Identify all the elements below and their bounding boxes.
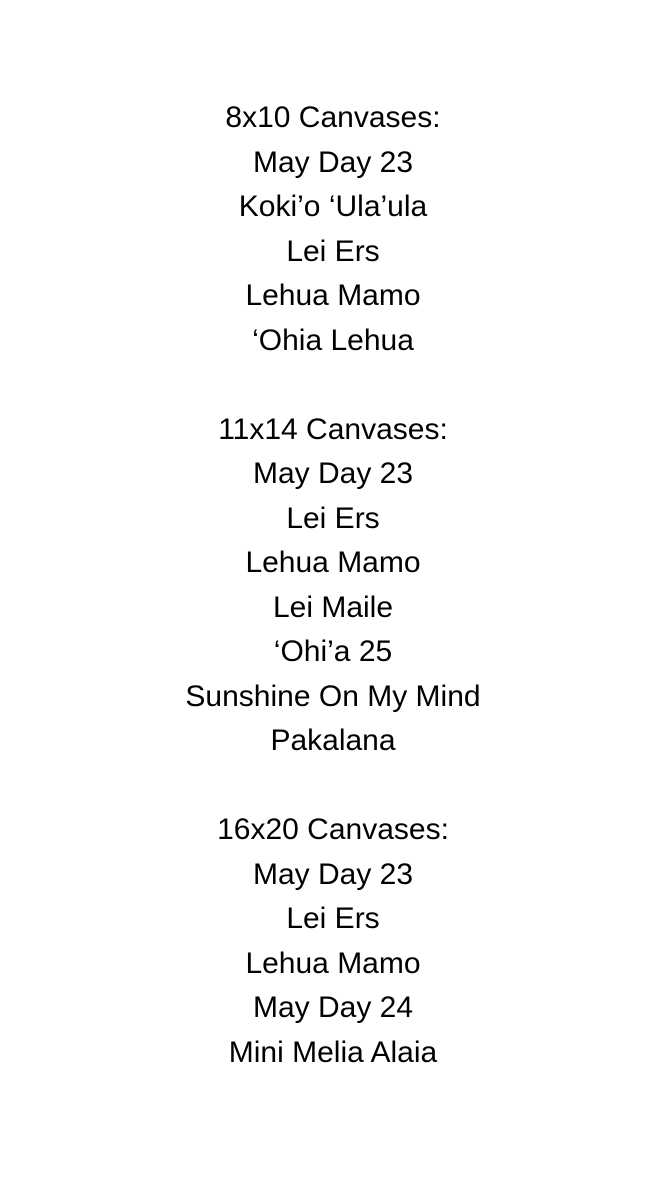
- list-item: ‘Ohi’a 25: [273, 635, 393, 668]
- section-heading: 8x10 Canvases:: [225, 101, 441, 134]
- list-item: May Day 23: [252, 145, 414, 179]
- list-item: Sunshine On My Mind: [185, 679, 481, 713]
- list-item: Koki’o ‘Ula’ula: [238, 190, 428, 223]
- list-item: Lei Ers: [286, 234, 380, 268]
- list-item: May Day 24: [252, 991, 414, 1024]
- section-spacer: [20, 363, 646, 408]
- list-item: Lehua Mamo: [245, 546, 421, 579]
- list-item: Mini Melia Alaia: [228, 1035, 438, 1069]
- list-item: Lei Ers: [286, 902, 380, 935]
- list-item: Pakalana: [270, 724, 396, 757]
- section-spacer: [20, 764, 646, 809]
- list-item: May Day 23: [252, 457, 414, 490]
- list-item: Lehua Mamo: [245, 279, 421, 312]
- section-heading: 16x20 Canvases:: [217, 813, 449, 846]
- list-item: Lei Maile: [272, 590, 394, 624]
- canvas-section-16x20: [20, 808, 646, 1075]
- list-item: Lehua Mamo: [245, 946, 421, 980]
- canvas-section-8x10: [20, 96, 646, 363]
- canvas-section-11x14: [20, 408, 646, 764]
- list-item: ‘Ohia Lehua: [252, 323, 414, 357]
- section-heading: 11x14 Canvases:: [218, 412, 448, 446]
- list-item: Lei Ers: [286, 501, 380, 535]
- list-item: May Day 23: [252, 857, 414, 891]
